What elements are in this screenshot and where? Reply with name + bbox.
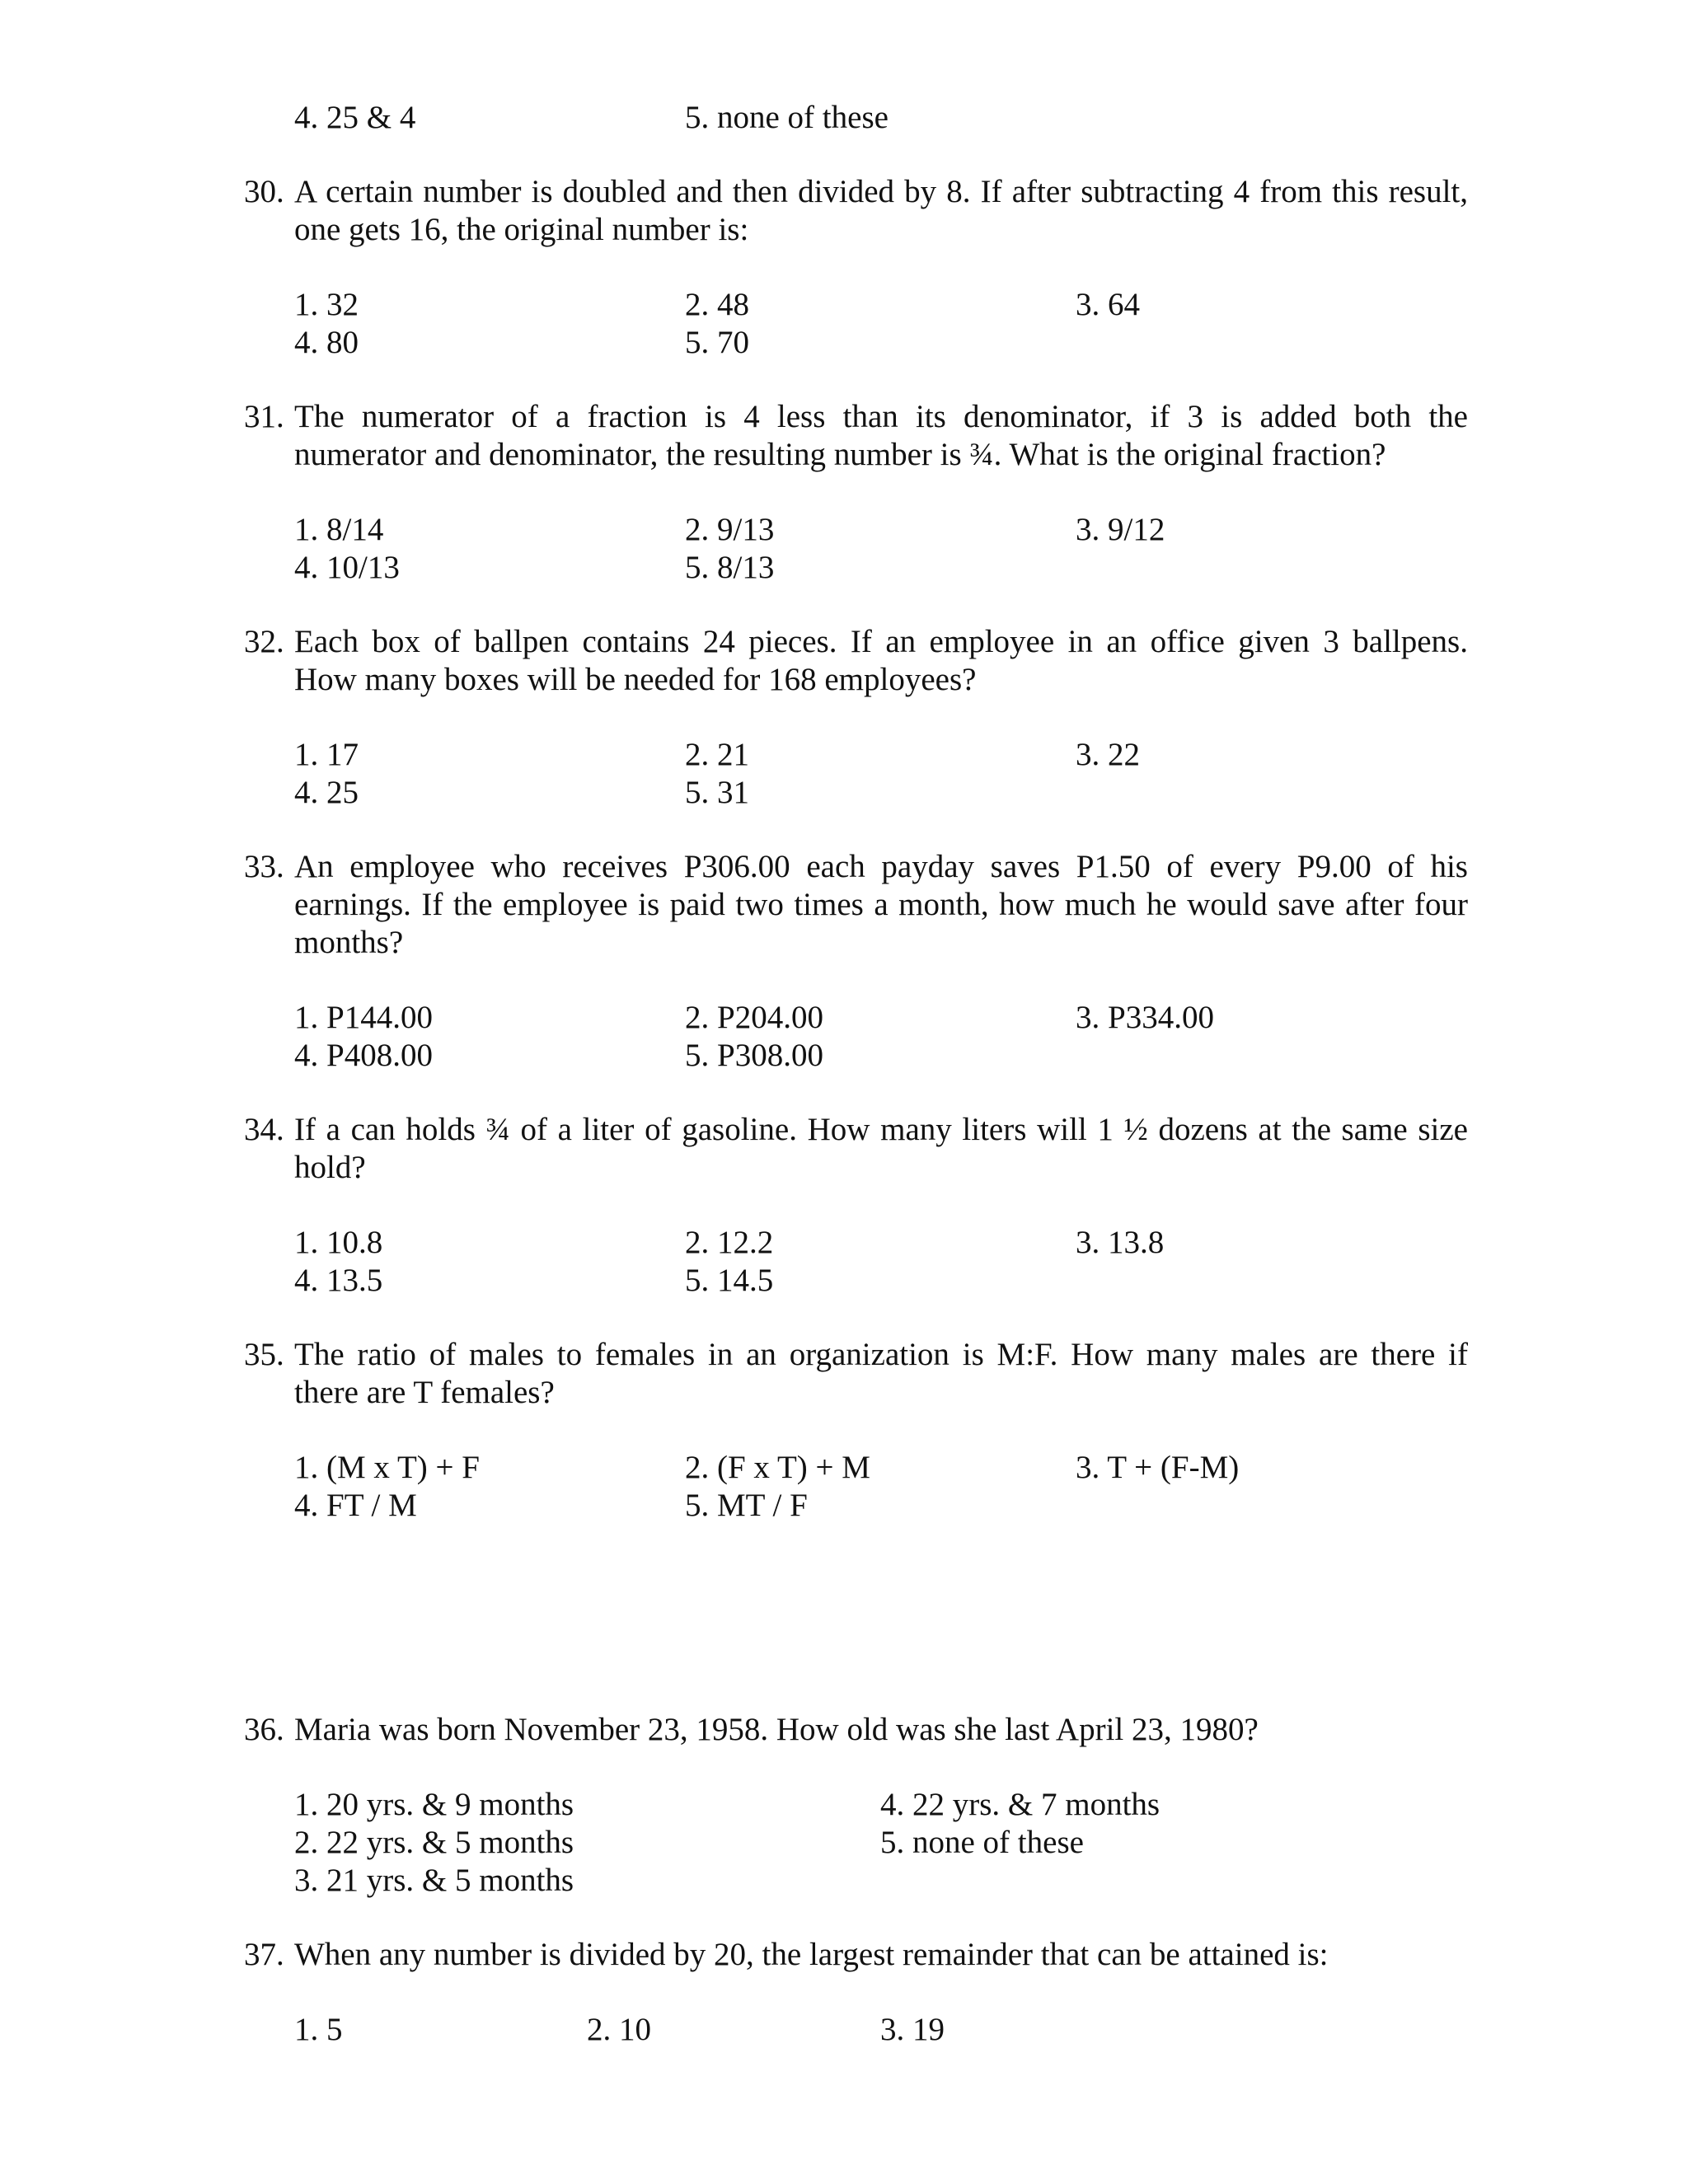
answer-option: 4. P408.00 xyxy=(294,1038,433,1073)
answer-option: 2. 21 xyxy=(685,737,749,772)
question-number: 36. xyxy=(244,1712,284,1747)
question-number: 34. xyxy=(244,1112,284,1147)
answer-option: 4. FT / M xyxy=(294,1488,417,1523)
question-text-line: An employee who receives P306.00 each payday saves P1.50 of every P9.00 of his xyxy=(294,849,1468,884)
prev-option-4: 4. 25 & 4 xyxy=(294,100,416,135)
answer-option: 5. 70 xyxy=(685,325,749,360)
answer-option: 3. 19 xyxy=(880,2012,945,2047)
answer-option: 3. T + (F-M) xyxy=(1076,1450,1240,1485)
answer-option: 1. P144.00 xyxy=(294,1000,433,1035)
question-number: 33. xyxy=(244,849,284,884)
answer-option: 5. 8/13 xyxy=(685,550,775,585)
answer-option: 1. 10.8 xyxy=(294,1225,383,1260)
answer-option: 3. 9/12 xyxy=(1076,512,1165,547)
question-text-line: If a can holds ¾ of a liter of gasoline. How many liters will 1 ½ dozens at the same size xyxy=(294,1112,1468,1147)
answer-option: 1. (M x T) + F xyxy=(294,1450,480,1485)
question-number: 30. xyxy=(244,174,284,209)
question-text-line: numerator and denominator, the resulting number is ¾. What is the original fraction? xyxy=(294,437,1386,472)
prev-option-5: 5. none of these xyxy=(685,100,889,135)
answer-option: 1. 32 xyxy=(294,287,359,322)
answer-option: 2. P204.00 xyxy=(685,1000,823,1035)
answer-option: 1. 17 xyxy=(294,737,359,772)
answer-option: 2. (F x T) + M xyxy=(685,1450,870,1485)
answer-option: 1. 5 xyxy=(294,2012,343,2047)
answer-option: 3. 64 xyxy=(1076,287,1140,322)
answer-option: 5. 31 xyxy=(685,775,749,810)
question-text-line: A certain number is doubled and then divided by 8. If after subtracting 4 from this result, xyxy=(294,174,1468,209)
question-number: 37. xyxy=(244,1937,284,1972)
answer-option: 5. P308.00 xyxy=(685,1038,823,1073)
answer-option: 4. 13.5 xyxy=(294,1263,383,1298)
answer-option: 3. 21 yrs. & 5 months xyxy=(294,1863,574,1898)
answer-option: 3. 22 xyxy=(1076,737,1140,772)
question-number: 32. xyxy=(244,624,284,659)
answer-option: 2. 10 xyxy=(587,2012,651,2047)
answer-option: 2. 22 yrs. & 5 months xyxy=(294,1825,574,1860)
question-number: 31. xyxy=(244,399,284,434)
answer-option: 5. 14.5 xyxy=(685,1263,774,1298)
question-text-line: months? xyxy=(294,925,404,960)
answer-option: 2. 12.2 xyxy=(685,1225,774,1260)
question-text-line: one gets 16, the original number is: xyxy=(294,212,749,247)
answer-option: 1. 20 yrs. & 9 months xyxy=(294,1787,574,1822)
question-number: 35. xyxy=(244,1337,284,1372)
question-text-line: The ratio of males to females in an organization is M:F. How many males are there if xyxy=(294,1337,1468,1372)
answer-option: 4. 22 yrs. & 7 months xyxy=(880,1787,1160,1822)
answer-option: 5. none of these xyxy=(880,1825,1084,1860)
question-text-line: hold? xyxy=(294,1150,366,1185)
question-text-line: Maria was born November 23, 1958. How old was she last April 23, 1980? xyxy=(294,1712,1259,1747)
question-text-line: When any number is divided by 20, the largest remainder that can be attained is: xyxy=(294,1937,1329,1972)
question-text-line: there are T females? xyxy=(294,1375,555,1410)
answer-option: 4. 10/13 xyxy=(294,550,400,585)
question-text-line: The numerator of a fraction is 4 less than its denominator, if 3 is added both the xyxy=(294,399,1468,434)
answer-option: 2. 48 xyxy=(685,287,749,322)
answer-option: 2. 9/13 xyxy=(685,512,775,547)
answer-option: 4. 25 xyxy=(294,775,359,810)
question-text-line: Each box of ballpen contains 24 pieces. If an employee in an office given 3 ballpens. xyxy=(294,624,1468,659)
answer-option: 3. P334.00 xyxy=(1076,1000,1214,1035)
answer-option: 3. 13.8 xyxy=(1076,1225,1165,1260)
question-text-line: earnings. If the employee is paid two times a month, how much he would save after four xyxy=(294,887,1468,922)
answer-option: 1. 8/14 xyxy=(294,512,384,547)
answer-option: 5. MT / F xyxy=(685,1488,808,1523)
question-text-line: How many boxes will be needed for 168 employees? xyxy=(294,662,977,697)
answer-option: 4. 80 xyxy=(294,325,359,360)
